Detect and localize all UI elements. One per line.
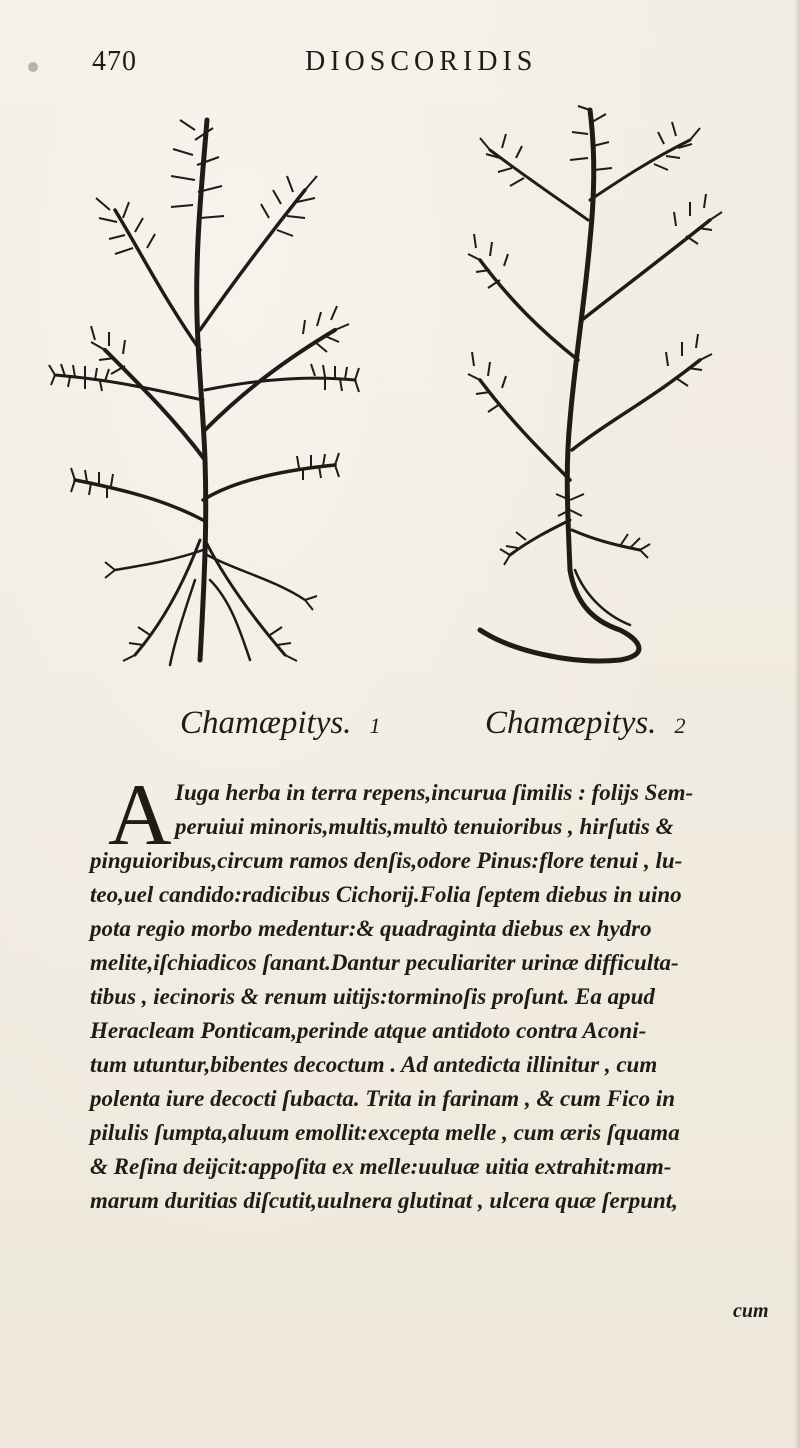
text-line: tibus , iecinoris & renum uitijs:torminoſis proſunt. Ea apud: [90, 984, 655, 1009]
figure-caption-2-label: Chamæpitys.: [485, 705, 657, 741]
text-line: tum utuntur,bibentes decoctum . Ad antedicta illinitur , cum: [90, 1052, 658, 1077]
running-head: DIOSCORIDIS: [305, 46, 538, 77]
woodcut-plant-2: [420, 100, 750, 670]
text-line: & Reſina deijcit:appoſita ex melle:uuluæ uitia extrahit:mam-: [90, 1154, 672, 1179]
drop-cap: A: [108, 767, 172, 864]
text-line: Iuga herba in terra repens,incurua ſimilis : folijs Sem-: [175, 780, 694, 805]
text-line: pilulis ſumpta,aluum emollit:excepta melle , cum æris ſquama: [90, 1120, 680, 1145]
figure-caption-1-label: Chamæpitys.: [180, 705, 352, 741]
text-line: marum duritias diſcutit,uulnera glutinat , ulcera quæ ſerpunt,: [90, 1188, 678, 1213]
figure-captions: [0, 705, 800, 755]
text-line: teo,uel candido:radicibus Cichorij.Folia ſeptem diebus in uino: [90, 882, 682, 907]
page-header: [0, 46, 800, 86]
text-line: Heracleam Ponticam,perinde atque antidoto contra Aconi-: [90, 1018, 647, 1043]
text-line: pinguioribus,circum ramos denſis,odore Pinus:flore tenui , lu-: [90, 848, 683, 873]
figure-caption-2-number: 2: [674, 713, 686, 738]
figure-caption-2: [485, 705, 685, 742]
text-line: melite,iſchiadicos ſanant.Dantur peculiariter urinæ difficulta-: [90, 950, 679, 975]
woodcut-plant-1: [35, 100, 375, 670]
page-number: 470: [92, 46, 137, 77]
woodcut-illustrations: [35, 100, 765, 680]
text-line: polenta iure decocti ſubacta. Trita in farinam , & cum Fico in: [90, 1086, 676, 1111]
figure-caption-1: [180, 705, 380, 742]
text-line: peruiui minoris,multis,multò tenuioribus , hirſutis &: [175, 814, 674, 839]
text-line: pota regio morbo medentur:& quadraginta diebus ex hydro: [90, 916, 652, 941]
figure-caption-1-number: 1: [369, 713, 381, 738]
catchword: cum: [733, 1300, 769, 1322]
